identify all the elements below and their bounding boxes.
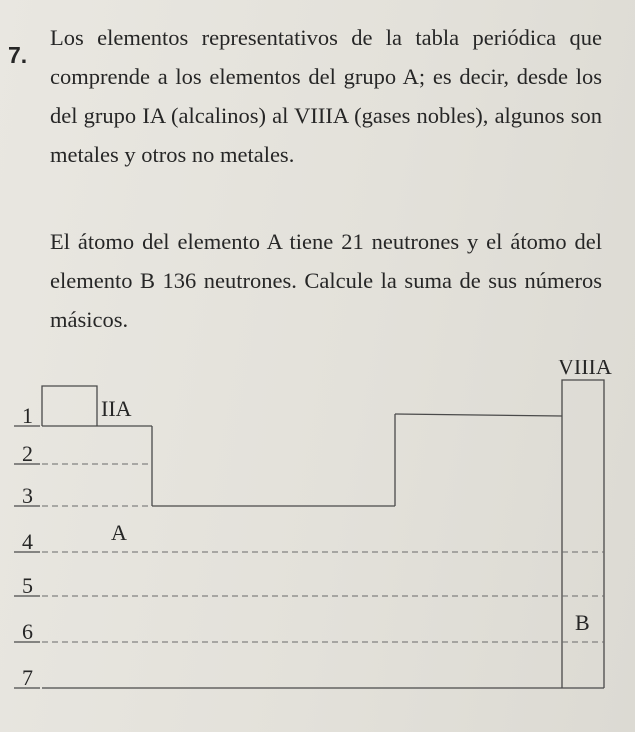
periodic-table-diagram xyxy=(0,360,635,700)
question-paragraph-intro: Los elementos representativos de la tabla periódica que comprende a los elementos del grupo A; es decir, desde los del grupo IA (alcalinos) al VIIIA (gases nobles), algunos son metales y otros no metales. xyxy=(50,25,602,167)
period-label-3: 3 xyxy=(22,483,33,508)
group-ia-cell xyxy=(42,386,97,426)
period-label-2: 2 xyxy=(22,441,33,466)
question-number: 7. xyxy=(8,42,28,68)
p-block-top-edge xyxy=(395,414,562,416)
group-label-iia: IIA xyxy=(101,396,132,421)
element-label-a: A xyxy=(111,520,127,545)
element-label-b: B xyxy=(575,610,590,635)
question-paragraph-problem: El átomo del elemento A tiene 21 neutrones y el átomo del elemento B 136 neutrones. Calcule la suma de sus números másicos. xyxy=(50,229,602,332)
period-label-6: 6 xyxy=(22,619,33,644)
group-label-viiia: VIIIA xyxy=(558,360,612,379)
period-label-1: 1 xyxy=(22,403,33,428)
period-label-5: 5 xyxy=(22,573,33,598)
period-label-7: 7 xyxy=(22,665,33,690)
period-separators xyxy=(42,464,604,642)
period-label-4: 4 xyxy=(22,529,33,554)
